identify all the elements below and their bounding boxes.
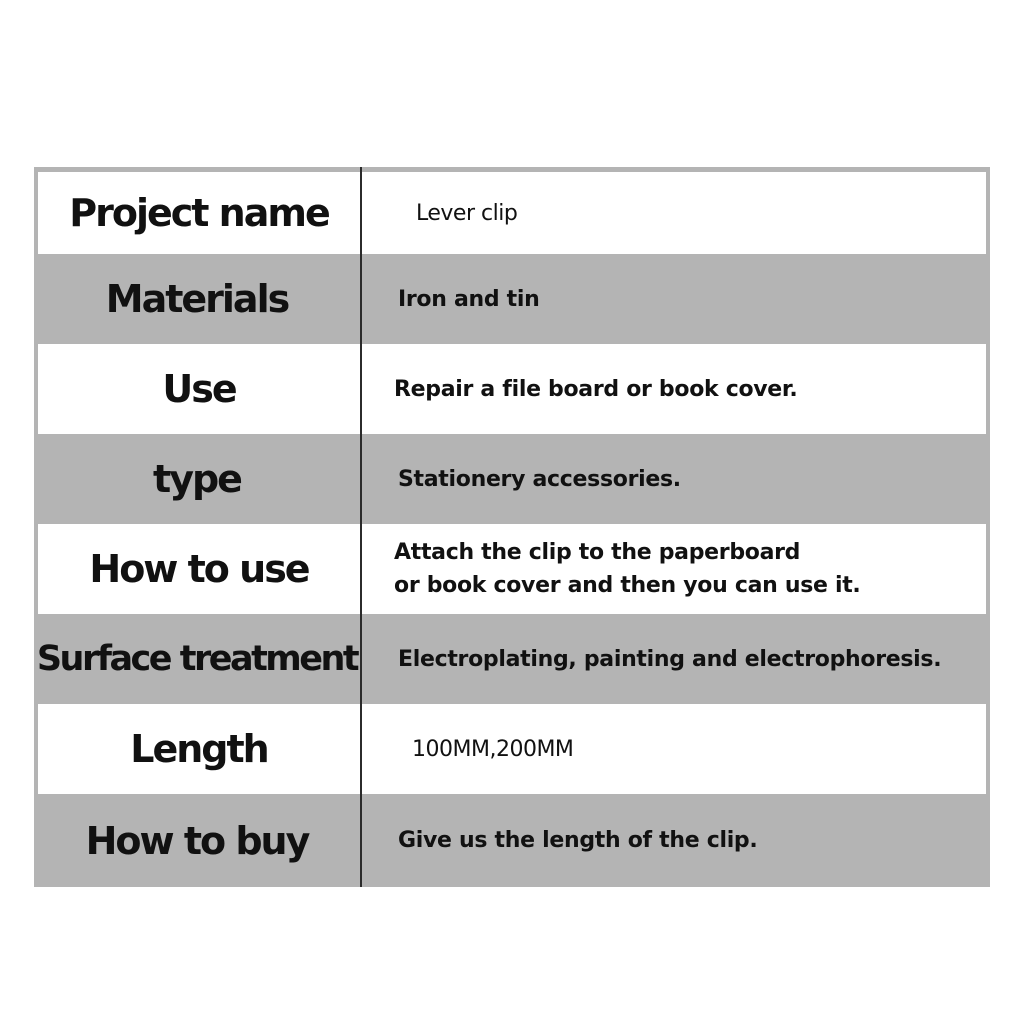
table-row-materials bbox=[34, 254, 990, 344]
row-value: Stationery accessories. bbox=[398, 466, 681, 492]
row-value: Attach the clip to the paperboard or book cover and then you can use it. bbox=[360, 524, 986, 614]
row-label: Project name bbox=[38, 172, 360, 254]
row-label: Surface treatment bbox=[36, 639, 358, 679]
spec-table bbox=[34, 167, 990, 887]
row-value: Iron and tin bbox=[398, 286, 540, 312]
column-divider bbox=[360, 167, 362, 887]
row-label: Use bbox=[38, 344, 360, 434]
table-row-type bbox=[34, 434, 990, 524]
table-row-surface-treatment bbox=[34, 614, 990, 704]
table-row-length bbox=[34, 704, 990, 794]
row-value: Lever clip bbox=[360, 172, 986, 254]
row-label: type bbox=[153, 457, 241, 501]
row-label: How to use bbox=[38, 524, 360, 614]
row-label: Materials bbox=[105, 277, 289, 321]
table-row-project-name bbox=[34, 172, 990, 254]
row-label: Length bbox=[38, 704, 360, 794]
row-label: How to buy bbox=[85, 818, 309, 863]
table-row-use bbox=[34, 344, 990, 434]
table-row-how-to-use bbox=[34, 524, 990, 614]
row-value: Repair a file board or book cover. bbox=[360, 344, 986, 434]
row-value: 100MM,200MM bbox=[360, 704, 986, 794]
table-row-how-to-buy bbox=[34, 794, 990, 887]
row-value: Electroplating, painting and electrophoresis. bbox=[398, 646, 942, 672]
row-value: Give us the length of the clip. bbox=[398, 828, 758, 853]
